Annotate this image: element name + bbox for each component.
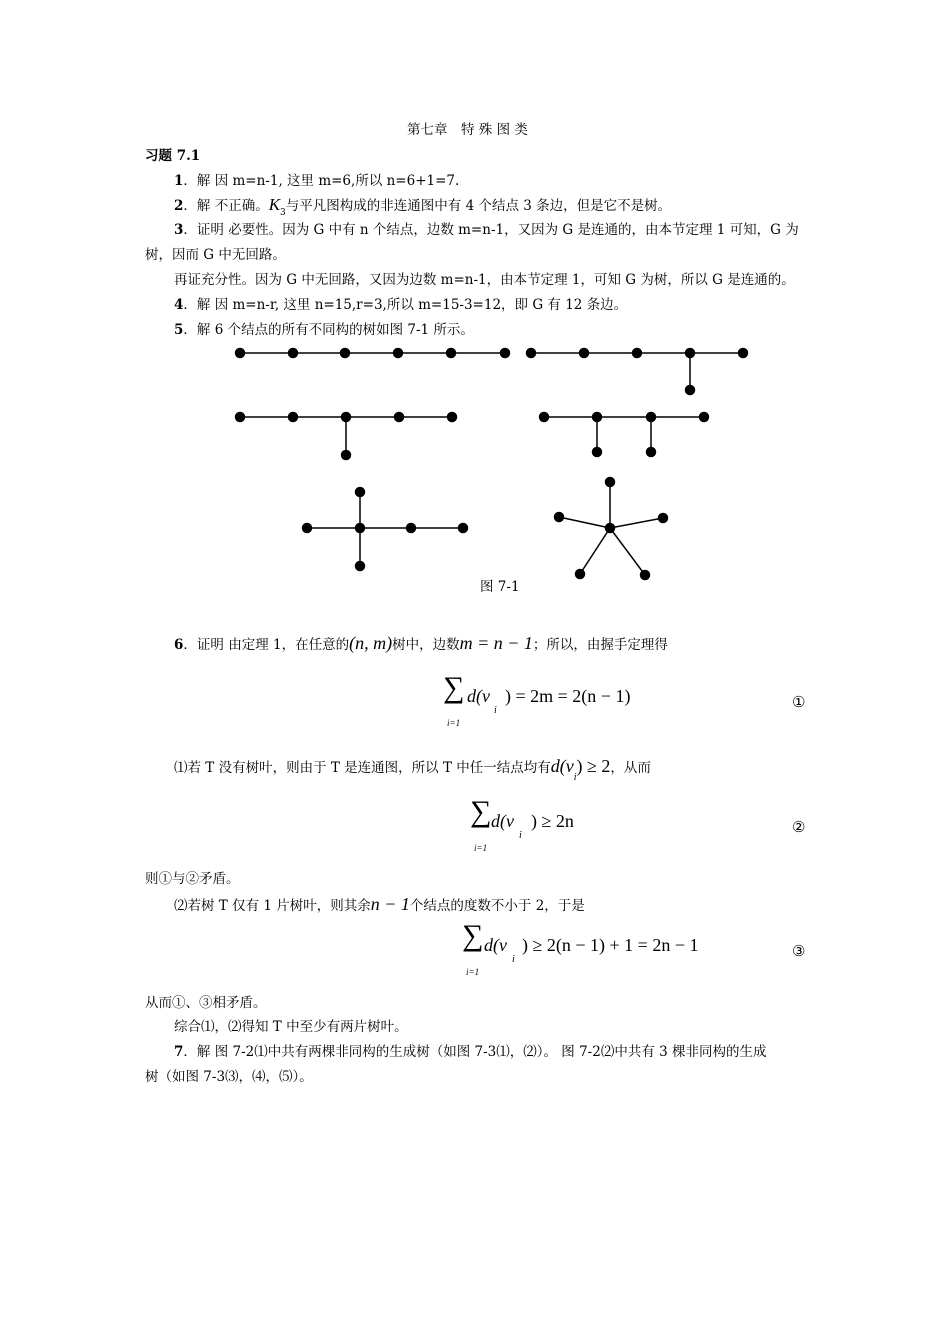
tree-branch-middle <box>236 413 457 460</box>
tree-branch-4th <box>527 349 748 395</box>
problem-1: 1．解 因 m=n-1, 这里 m=6,所以 n=6+1=7. <box>174 173 460 189</box>
problem-3-line-1: 3．证明 必要性。因为 G 中有 n 个结点，边数 m=n-1，又因为 G 是连通的，由本节定理 1 可知，G 为 <box>174 222 799 238</box>
chapter-title: 第七章 特 殊 图 类 <box>407 122 528 138</box>
case-1: ⑴若 T 没有树叶，则由于 T 是连通图，所以 T 中任一结点均有$d(v_i) \ge 2$，从而 <box>174 756 651 783</box>
tree-two-branches <box>540 413 709 457</box>
problem-3-line-3: 再证充分性。因为 G 中无回路，又因为边数 m=n-1，由本节定理 1，可知 G 为树，所以 G 是连通的。 <box>174 272 795 288</box>
figure-caption: 图 7-1 <box>480 579 520 595</box>
tree-star <box>555 478 668 580</box>
tree-cross <box>303 488 468 571</box>
problem-2: 2．解 不正确。$K_3$与平凡图构成的非连通图中有 4 个结点 3 条边，但是它不是树。 <box>174 195 672 218</box>
problem-6-conclusion: 综合⑴，⑵得知 T 中至少有两片树叶。 <box>174 1019 408 1035</box>
problem-7-line-2: 树（如图 7-3⑶，⑷，⑸）。 <box>145 1069 313 1085</box>
problem-7-line-1: 7．解 图 7-2⑴中共有两棵非同构的生成树（如图 7-3⑴，⑵）。 图 7-2⑵中共有 3 棵非同构的生成 <box>174 1044 767 1060</box>
problem-5: 5．解 6 个结点的所有不同构的树如图 7-1 所示。 <box>174 322 474 338</box>
case-1-conclusion: 则①与②矛盾。 <box>145 871 240 887</box>
case-2-conclusion: 从而①、③相矛盾。 <box>145 995 267 1011</box>
figure-7-1 <box>0 0 950 620</box>
problem-3-line-2: 树，因而 G 中无回路。 <box>145 247 286 263</box>
tree-path-6 <box>236 349 510 358</box>
section-title: 习题 7.1 <box>145 148 201 164</box>
case-2: ⑵若树 T 仅有 1 片树叶，则其余n − 1个结点的度数不小于 2，于是 <box>174 894 585 914</box>
problem-4: 4．解 因 m=n-r, 这里 n=15,r=3,所以 m=15-3=12，即 G 有 12 条边。 <box>174 297 628 313</box>
problem-6: 6．证明 由定理 1，在任意的(n, m)树中，边数m = n − 1；所以，由握手定理得 <box>174 633 668 653</box>
